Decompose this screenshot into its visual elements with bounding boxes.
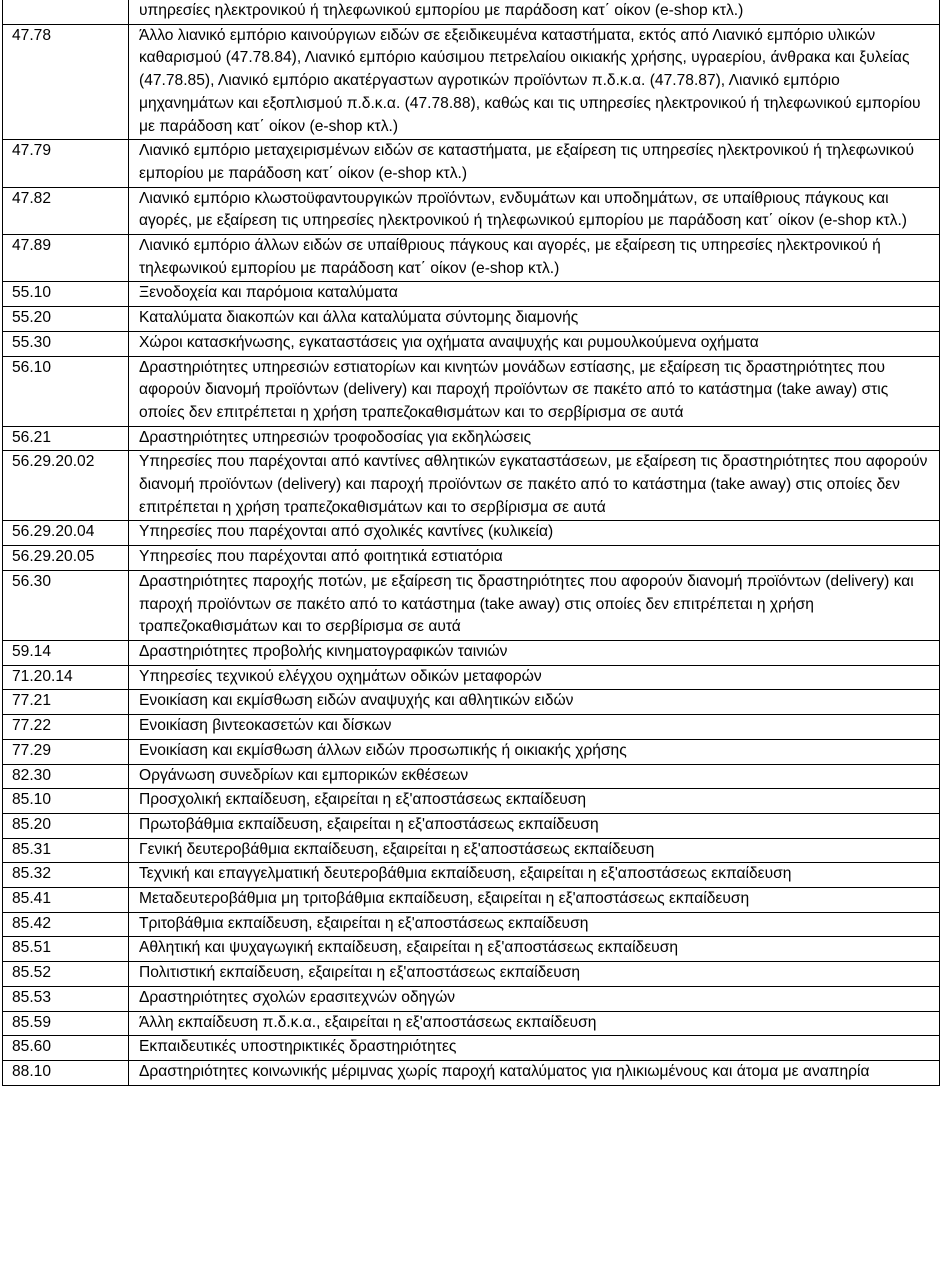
table-row — [3, 0, 940, 24]
activity-description-cell: Πρωτοβάθμια εκπαίδευση, εξαιρείται η εξ'αποστάσεως εκπαίδευση — [129, 813, 940, 838]
activity-code-cell: 85.41 — [3, 888, 129, 913]
activity-description-cell: Δραστηριότητες σχολών ερασιτεχνών οδηγών — [129, 986, 940, 1011]
activity-code-cell: 85.51 — [3, 937, 129, 962]
activity-codes-table — [2, 0, 940, 1086]
activity-code-cell: 55.20 — [3, 307, 129, 332]
table-row — [3, 24, 940, 140]
activity-description-cell: Υπηρεσίες που παρέχονται από φοιτητικά εστιατόρια — [129, 546, 940, 571]
activity-code-cell: 56.21 — [3, 426, 129, 451]
activity-description-cell: Λιανικό εμπόριο άλλων ειδών σε υπαίθριους πάγκους και αγορές, με εξαίρεση τις υπηρεσίες ηλεκτρονικού ή τηλεφωνικού εμπορίου με παράδοση κατ΄ οίκον (e-shop κτλ.) — [129, 235, 940, 282]
table-row — [3, 888, 940, 913]
activity-code-cell: 56.29.20.05 — [3, 546, 129, 571]
table-row — [3, 789, 940, 814]
activity-description-cell: Καταλύματα διακοπών και άλλα καταλύματα σύντομης διαμονής — [129, 307, 940, 332]
activity-code-cell: 59.14 — [3, 640, 129, 665]
activity-code-cell: 47.82 — [3, 187, 129, 234]
table-row — [3, 1011, 940, 1036]
table-row — [3, 739, 940, 764]
activity-description-cell: Δραστηριότητες υπηρεσιών εστιατορίων και κινητών μονάδων εστίασης, με εξαίρεση τις δραστηριότητες που αφορούν διανομή προϊόντων (delivery) και παροχή προϊόντων σε πακέτο από το κατάστημα (take away) στις οποίες δεν επιτρέπεται η χρήση τραπεζοκαθισμάτων και το σερβίρισμα σε αυτά — [129, 356, 940, 426]
table-row — [3, 282, 940, 307]
activity-description-cell: Ενοικίαση και εκμίσθωση ειδών αναψυχής και αθλητικών ειδών — [129, 690, 940, 715]
activity-code-cell: 85.53 — [3, 986, 129, 1011]
table-row — [3, 863, 940, 888]
activity-code-cell: 47.89 — [3, 235, 129, 282]
activity-description-cell: υπηρεσίες ηλεκτρονικού ή τηλεφωνικού εμπορίου με παράδοση κατ΄ οίκον (e-shop κτλ.) — [129, 0, 940, 24]
table-row — [3, 640, 940, 665]
activity-description-cell: Οργάνωση συνεδρίων και εμπορικών εκθέσεων — [129, 764, 940, 789]
activity-description-cell: Υπηρεσίες που παρέχονται από σχολικές καντίνες (κυλικεία) — [129, 521, 940, 546]
activity-code-cell: 71.20.14 — [3, 665, 129, 690]
table-row — [3, 715, 940, 740]
table-row — [3, 235, 940, 282]
table-row — [3, 764, 940, 789]
activity-code-cell: 47.79 — [3, 140, 129, 187]
table-row — [3, 426, 940, 451]
activity-codes-table-body — [3, 0, 940, 1085]
activity-code-cell: 77.29 — [3, 739, 129, 764]
activity-description-cell: Ξενοδοχεία και παρόμοια καταλύματα — [129, 282, 940, 307]
table-row — [3, 1060, 940, 1085]
table-row — [3, 331, 940, 356]
activity-description-cell: Δραστηριότητες υπηρεσιών τροφοδοσίας για εκδηλώσεις — [129, 426, 940, 451]
table-row — [3, 356, 940, 426]
table-row — [3, 838, 940, 863]
table-row — [3, 570, 940, 640]
activity-description-cell: Άλλη εκπαίδευση π.δ.κ.α., εξαιρείται η εξ'αποστάσεως εκπαίδευση — [129, 1011, 940, 1036]
activity-code-cell: 55.30 — [3, 331, 129, 356]
activity-code-cell: 85.32 — [3, 863, 129, 888]
activity-code-cell: 85.20 — [3, 813, 129, 838]
activity-description-cell: Ενοικίαση βιντεοκασετών και δίσκων — [129, 715, 940, 740]
activity-code-cell: 85.42 — [3, 912, 129, 937]
table-row — [3, 986, 940, 1011]
activity-code-cell: 85.60 — [3, 1036, 129, 1061]
activity-code-cell: 85.59 — [3, 1011, 129, 1036]
activity-description-cell: Υπηρεσίες τεχνικού ελέγχου οχημάτων οδικών μεταφορών — [129, 665, 940, 690]
activity-code-cell: 85.10 — [3, 789, 129, 814]
activity-code-cell: 85.31 — [3, 838, 129, 863]
activity-description-cell: Γενική δευτεροβάθμια εκπαίδευση, εξαιρείται η εξ'αποστάσεως εκπαίδευση — [129, 838, 940, 863]
table-row — [3, 307, 940, 332]
activity-code-cell: 88.10 — [3, 1060, 129, 1085]
activity-code-cell: 85.52 — [3, 962, 129, 987]
activity-description-cell: Τριτοβάθμια εκπαίδευση, εξαιρείται η εξ'αποστάσεως εκπαίδευση — [129, 912, 940, 937]
table-row — [3, 451, 940, 521]
activity-code-cell: 55.10 — [3, 282, 129, 307]
activity-description-cell: Εκπαιδευτικές υποστηρικτικές δραστηριότητες — [129, 1036, 940, 1061]
activity-description-cell: Υπηρεσίες που παρέχονται από καντίνες αθλητικών εγκαταστάσεων, με εξαίρεση τις δραστηριότητες που αφορούν διανομή προϊόντων (delivery) και παροχή προϊόντων σε πακέτο από το κατάστημα (take away) στις οποίες δεν επιτρέπεται η χρήση τραπεζοκαθισμάτων και το σερβίρισμα σε αυτά — [129, 451, 940, 521]
activity-code-cell: 56.29.20.02 — [3, 451, 129, 521]
table-row — [3, 187, 940, 234]
activity-description-cell: Λιανικό εμπόριο κλωστοϋφαντουργικών προϊόντων, ενδυμάτων και υποδημάτων, σε υπαίθριους πάγκους και αγορές, με εξαίρεση τις υπηρεσίες ηλεκτρονικού ή τηλεφωνικού εμπορίου με παράδοση κατ΄ οίκον (e-shop κτλ.) — [129, 187, 940, 234]
activity-description-cell: Άλλο λιανικό εμπόριο καινούργιων ειδών σε εξειδικευμένα καταστήματα, εκτός από Λιανικό εμπόριο υλικών καθαρισμού (47.78.84), Λιανικό εμπόριο καύσιμου πετρελαίου οικιακής χρήσης, υγραερίου, άνθρακα και ξυλείας (47.78.85), Λιανικό εμπόριο ακατέργαστων αγροτικών προϊόντων π.δ.κ.α. (47.78.87), Λιανικό εμπόριο μηχανημάτων και εξοπλισμού π.δ.κ.α. (47.78.88), καθώς και τις υπηρεσίες ηλεκτρονικού ή τηλεφωνικού εμπορίου με παράδοση κατ΄ οίκον (e-shop κτλ.) — [129, 24, 940, 140]
activity-description-cell: Χώροι κατασκήνωσης, εγκαταστάσεις για οχήματα αναψυχής και ρυμουλκούμενα οχήματα — [129, 331, 940, 356]
activity-code-cell: 47.78 — [3, 24, 129, 140]
table-row — [3, 140, 940, 187]
table-row — [3, 962, 940, 987]
table-row — [3, 546, 940, 571]
table-row — [3, 1036, 940, 1061]
activity-description-cell: Ενοικίαση και εκμίσθωση άλλων ειδών προσωπικής ή οικιακής χρήσης — [129, 739, 940, 764]
activity-code-cell: 77.22 — [3, 715, 129, 740]
activity-code-cell: 56.29.20.04 — [3, 521, 129, 546]
table-row — [3, 665, 940, 690]
activity-code-cell: 56.30 — [3, 570, 129, 640]
activity-code-cell: 77.21 — [3, 690, 129, 715]
activity-description-cell: Αθλητική και ψυχαγωγική εκπαίδευση, εξαιρείται η εξ'αποστάσεως εκπαίδευση — [129, 937, 940, 962]
activity-code-cell: 56.10 — [3, 356, 129, 426]
table-row — [3, 813, 940, 838]
activity-code-cell: 82.30 — [3, 764, 129, 789]
activity-description-cell: Προσχολική εκπαίδευση, εξαιρείται η εξ'αποστάσεως εκπαίδευση — [129, 789, 940, 814]
table-row — [3, 521, 940, 546]
table-row — [3, 690, 940, 715]
activity-description-cell: Τεχνική και επαγγελματική δευτεροβάθμια εκπαίδευση, εξαιρείται η εξ'αποστάσεως εκπαίδευση — [129, 863, 940, 888]
activity-description-cell: Δραστηριότητες παροχής ποτών, με εξαίρεση τις δραστηριότητες που αφορούν διανομή προϊόντων (delivery) και παροχή προϊόντων σε πακέτο από το κατάστημα (take away) στις οποίες δεν επιτρέπεται η χρήση τραπεζοκαθισμάτων και το σερβίρισμα σε αυτά — [129, 570, 940, 640]
activity-code-cell — [3, 0, 129, 24]
activity-description-cell: Μεταδευτεροβάθμια μη τριτοβάθμια εκπαίδευση, εξαιρείται η εξ'αποστάσεως εκπαίδευση — [129, 888, 940, 913]
table-row — [3, 937, 940, 962]
activity-description-cell: Λιανικό εμπόριο μεταχειρισμένων ειδών σε καταστήματα, με εξαίρεση τις υπηρεσίες ηλεκτρονικού ή τηλεφωνικού εμπορίου με παράδοση κατ΄ οίκον (e-shop κτλ.) — [129, 140, 940, 187]
table-row — [3, 912, 940, 937]
activity-description-cell: Δραστηριότητες προβολής κινηματογραφικών ταινιών — [129, 640, 940, 665]
activity-description-cell: Δραστηριότητες κοινωνικής μέριμνας χωρίς παροχή καταλύματος για ηλικιωμένους και άτομα με αναπηρία — [129, 1060, 940, 1085]
activity-description-cell: Πολιτιστική εκπαίδευση, εξαιρείται η εξ'αποστάσεως εκπαίδευση — [129, 962, 940, 987]
